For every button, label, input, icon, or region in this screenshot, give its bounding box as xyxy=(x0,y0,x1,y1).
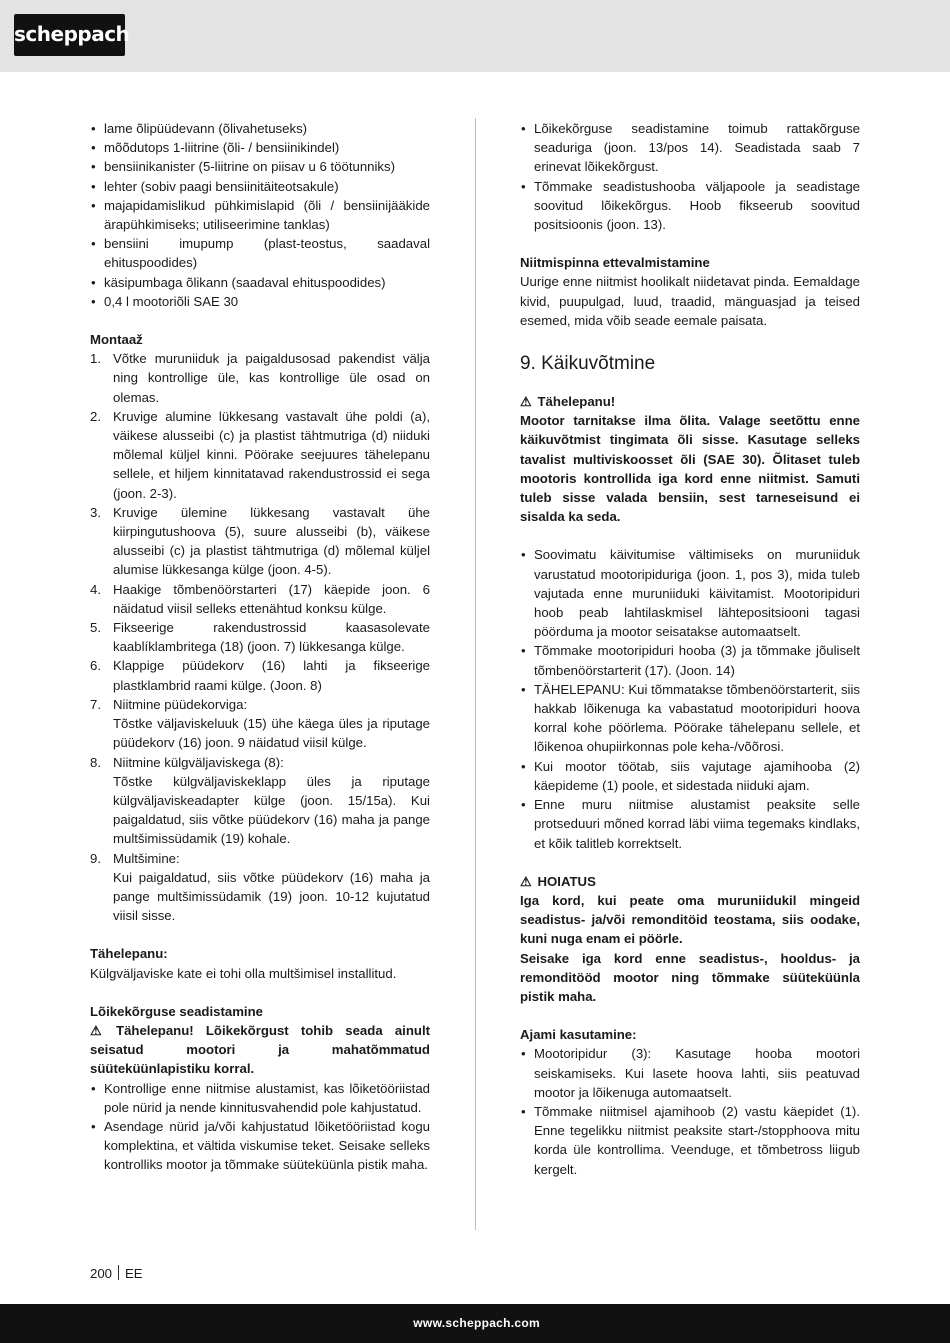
list-item: 7. Niitmine püüdekorviga: Tõstke väljaviskeluuk (15) ühe käega üles ja riputage püüdekorv (16) joon. 9 näidatud viisil külge. xyxy=(90,696,430,751)
column-divider xyxy=(475,118,476,1230)
header-band xyxy=(0,0,950,72)
note-text: Külgväljaviske kate ei tohi olla multšimisel installitud. xyxy=(90,965,397,981)
list-item: 6. Klappige püüdekorv (16) lahti ja fikseerige plastklambrid raami külge. (Joon. 8) xyxy=(90,658,430,693)
page-number: 200 EE xyxy=(90,1266,143,1281)
list-item: 2. Kruvige alumine lükkesang vastavalt ühe poldi (a), väikese alusseibi (c) ja plastist tähtmutriga (d) niiduki mõlemal küljel kinni. Pöörake seejuures tähelepanu sellele, et hiljem kinnitatavad rakendustrossid ei sega (joon. 2-3). xyxy=(90,408,430,501)
list-item: • Tõmmake mootoripiduri hooba (3) ja tõmmake jõuliselt tõmbenöörstarterit (17). (Joon. 14) xyxy=(520,641,860,679)
list-item: • Mootoripidur (3): Kasutage hooba mootori seiskamiseks. Kui lasete hoova lahti, siis peatuvad mootor ja lõikenuga automaatselt. xyxy=(520,1044,860,1102)
list-item: • bensiini imupump (plast-teostus, saadaval ehituspoodides) xyxy=(90,234,430,272)
website-link[interactable]: www.scheppach.com xyxy=(413,1316,540,1330)
prep-heading: Niitmispinna ettevalmistamine xyxy=(520,255,710,271)
warning-icon: ⚠ xyxy=(520,873,532,889)
cut-height-heading: Lõikekõrguse seadistamine xyxy=(90,1003,263,1019)
list-item: • Kui mootor töötab, siis vajutage ajamihooba (2) käepideme (1) poole, et sidestada niiduki ajam. xyxy=(520,757,860,795)
warning-text-1: Iga kord, kui peate oma muruniidukil mingeid seadistus- ja/või remonditöid teostama, siis oodake, kuni nuga enam ei pöörle. xyxy=(520,892,860,947)
list-item: • Tõmmake niitmisel ajamihoob (2) vastu käepidet (1). Enne tegelikku niitmist peaksite start-/stopphoova mitu korda üle kontrollima. Veenduge, et tõmbetross liigub kergelt. xyxy=(520,1102,860,1179)
footer-band xyxy=(0,1304,950,1343)
attention-heading: ⚠ Tähelepanu! xyxy=(520,392,860,411)
list-item: • bensiinikanister (5-liitrine on piisav u 6 töötunniks) xyxy=(90,157,430,176)
list-item: 3. Kruvige ülemine lükkesang vastavalt ühe kiirpingutushoova (5), suure alusseibi (b), väikese alusseibi (c) ja plastist tähtmutriga (d) mõlemal küljel alumise lükkesanga külge (joon. 4-5). xyxy=(90,504,430,578)
right-column xyxy=(520,119,860,1179)
cut-height-warning: ⚠ Tähelepanu! Lõikekõrgust tohib seada ainult seisatud mootori ja mahatõmmatud süüteküünlapistiku korral. xyxy=(90,1022,430,1077)
language-code: EE xyxy=(125,1266,143,1281)
cut-height-list-cont xyxy=(520,119,860,234)
warning-icon: ⚠ xyxy=(90,1022,102,1038)
attention-text: Mootor tarnitakse ilma õlita. Valage seetõttu enne käikuvõtmist tingimata õli sisse. Kasutage selleks tavalist multiviskoosset õli (SAE 30). Õlitaset tuleb mootoris kontrollida iga kord enne niitmist. Samuti tuleb sisse valada bensiin, sest tarneseisund ei sisalda ka seda. xyxy=(520,413,860,525)
warning-heading: ⚠ HOIATUS xyxy=(520,872,860,891)
left-column xyxy=(90,119,430,1175)
start-list xyxy=(520,545,860,852)
list-item: • lame õlipüüdevann (õlivahetuseks) xyxy=(90,119,430,138)
page-separator xyxy=(118,1265,119,1280)
list-item: 8. Niitmine külgväljaviskega (8): Tõstke külgväljaviskeklapp üles ja riputage külgväljaviskeadapter külge (joon. 15/15a). Kui paigaldatud, siis võtke püüdekorv (16) maha ja pange multšimissüdamik (19) kohale. xyxy=(90,754,430,847)
list-item: 4. Haakige tõmbenöörstarteri (17) käepide joon. 6 näidatud viisil selleks ettenähtud konksu külge. xyxy=(90,581,430,616)
warning-text-2: Seisake iga kord enne seadistus-, hooldus- ja remonditööd mootor ning tõmmake süüteküünla pistik maha. xyxy=(520,950,860,1004)
montage-steps xyxy=(90,349,430,925)
list-item: • Asendage nürid ja/või kahjustatud lõiketööriistad kogu komplektina, et vältida viskumise teket. Seisake selleks kontrolliks mootor ja tõmmake süüteküünla pistik maha. xyxy=(90,1117,430,1175)
supplies-list xyxy=(90,119,430,311)
section-title: 9. Käikuvõtmine xyxy=(520,353,656,375)
list-item: • Lõikekõrguse seadistamine toimub rattakõrguse seaduriga (joon. 13/pos 14). Seadistada saab 7 erinevat lõikekõrgust. xyxy=(520,119,860,177)
drive-list xyxy=(520,1044,860,1178)
warning-icon: ⚠ xyxy=(520,394,532,410)
list-item: • käsipumbaga õlikann (saadaval ehituspoodides) xyxy=(90,273,430,292)
list-item: • lehter (sobiv paagi bensiinitäiteotsakule) xyxy=(90,177,430,196)
list-item: 9. Multšimine: Kui paigaldatud, siis võtke püüdekorv (16) maha ja pange multšimissüdamik (19) joon. 10-12 kujutatud viisil sisse. xyxy=(90,850,430,924)
list-item: • Kontrollige enne niitmise alustamist, kas lõiketööriistad pole nürid ja nende kinnitusvahendid pole kahjustatud. xyxy=(90,1079,430,1117)
prep-text: Uurige enne niitmist hoolikalt niidetavat pinda. Eemaldage kivid, puupulgad, luud, traadid, mänguasjad ja teised esemed, mida võib seade eemale paisata. xyxy=(520,274,860,328)
list-item: • majapidamislikud pühkimislapid (õli / bensiinijääkide ärapühkimiseks; utiliseerimine tanklas) xyxy=(90,196,430,234)
montage-heading: Montaaž xyxy=(90,332,143,348)
list-item: • TÄHELEPANU: Kui tõmmatakse tõmbenöörstarterit, siis hakkab lõikenuga ka vabastatud mootoripiduri hoova korral kohe pöörlema. Pöörake tähelepanu sellele, et lõikenoa ohupiirkonnas pole keha-/võõrosi. xyxy=(520,680,860,757)
list-item: • Tõmmake seadistushooba väljapoole ja seadistage soovitud lõikekõrgus. Hoob fikseerub soovitud positsioonis (joon. 13). xyxy=(520,177,860,235)
list-item: 5. Fikseerige rakendustrossid kaasasolevate kaablíklambritega (18) (joon. 7) lükkesanga külge. xyxy=(90,620,430,655)
list-item: • Enne muru niitmise alustamist peaksite selle protseduuri mõned korrad läbi viima tegemaks kindlaks, et kõik talitleb korrektselt. xyxy=(520,795,860,853)
note-heading: Tähelepanu: xyxy=(90,946,168,962)
list-item: • 0,4 l mootoriõli SAE 30 xyxy=(90,292,430,311)
list-item: 1. Võtke muruniiduk ja paigaldusosad pakendist välja ning kontrollige üle, kas kontrollige üle osad on olemas. xyxy=(90,351,430,405)
brand-logo: scheppach xyxy=(14,14,125,56)
list-item: • Soovimatu käivitumise vältimiseks on muruniiduk varustatud mootoripiduriga (joon. 1, pos 3), mida tuleb vajutada enne muruniiduki käivitamist. Mootoripiduri hoob peab lahtilaskmisel lähtepositsiooni tagasi pöörduma ja mootor seisatakse automaatselt. xyxy=(520,545,860,641)
drive-heading: Ajami kasutamine: xyxy=(520,1027,637,1043)
list-item: • mõõdutops 1-liitrine (õli- / bensiinikindel) xyxy=(90,138,430,157)
cut-height-list xyxy=(90,1079,430,1175)
